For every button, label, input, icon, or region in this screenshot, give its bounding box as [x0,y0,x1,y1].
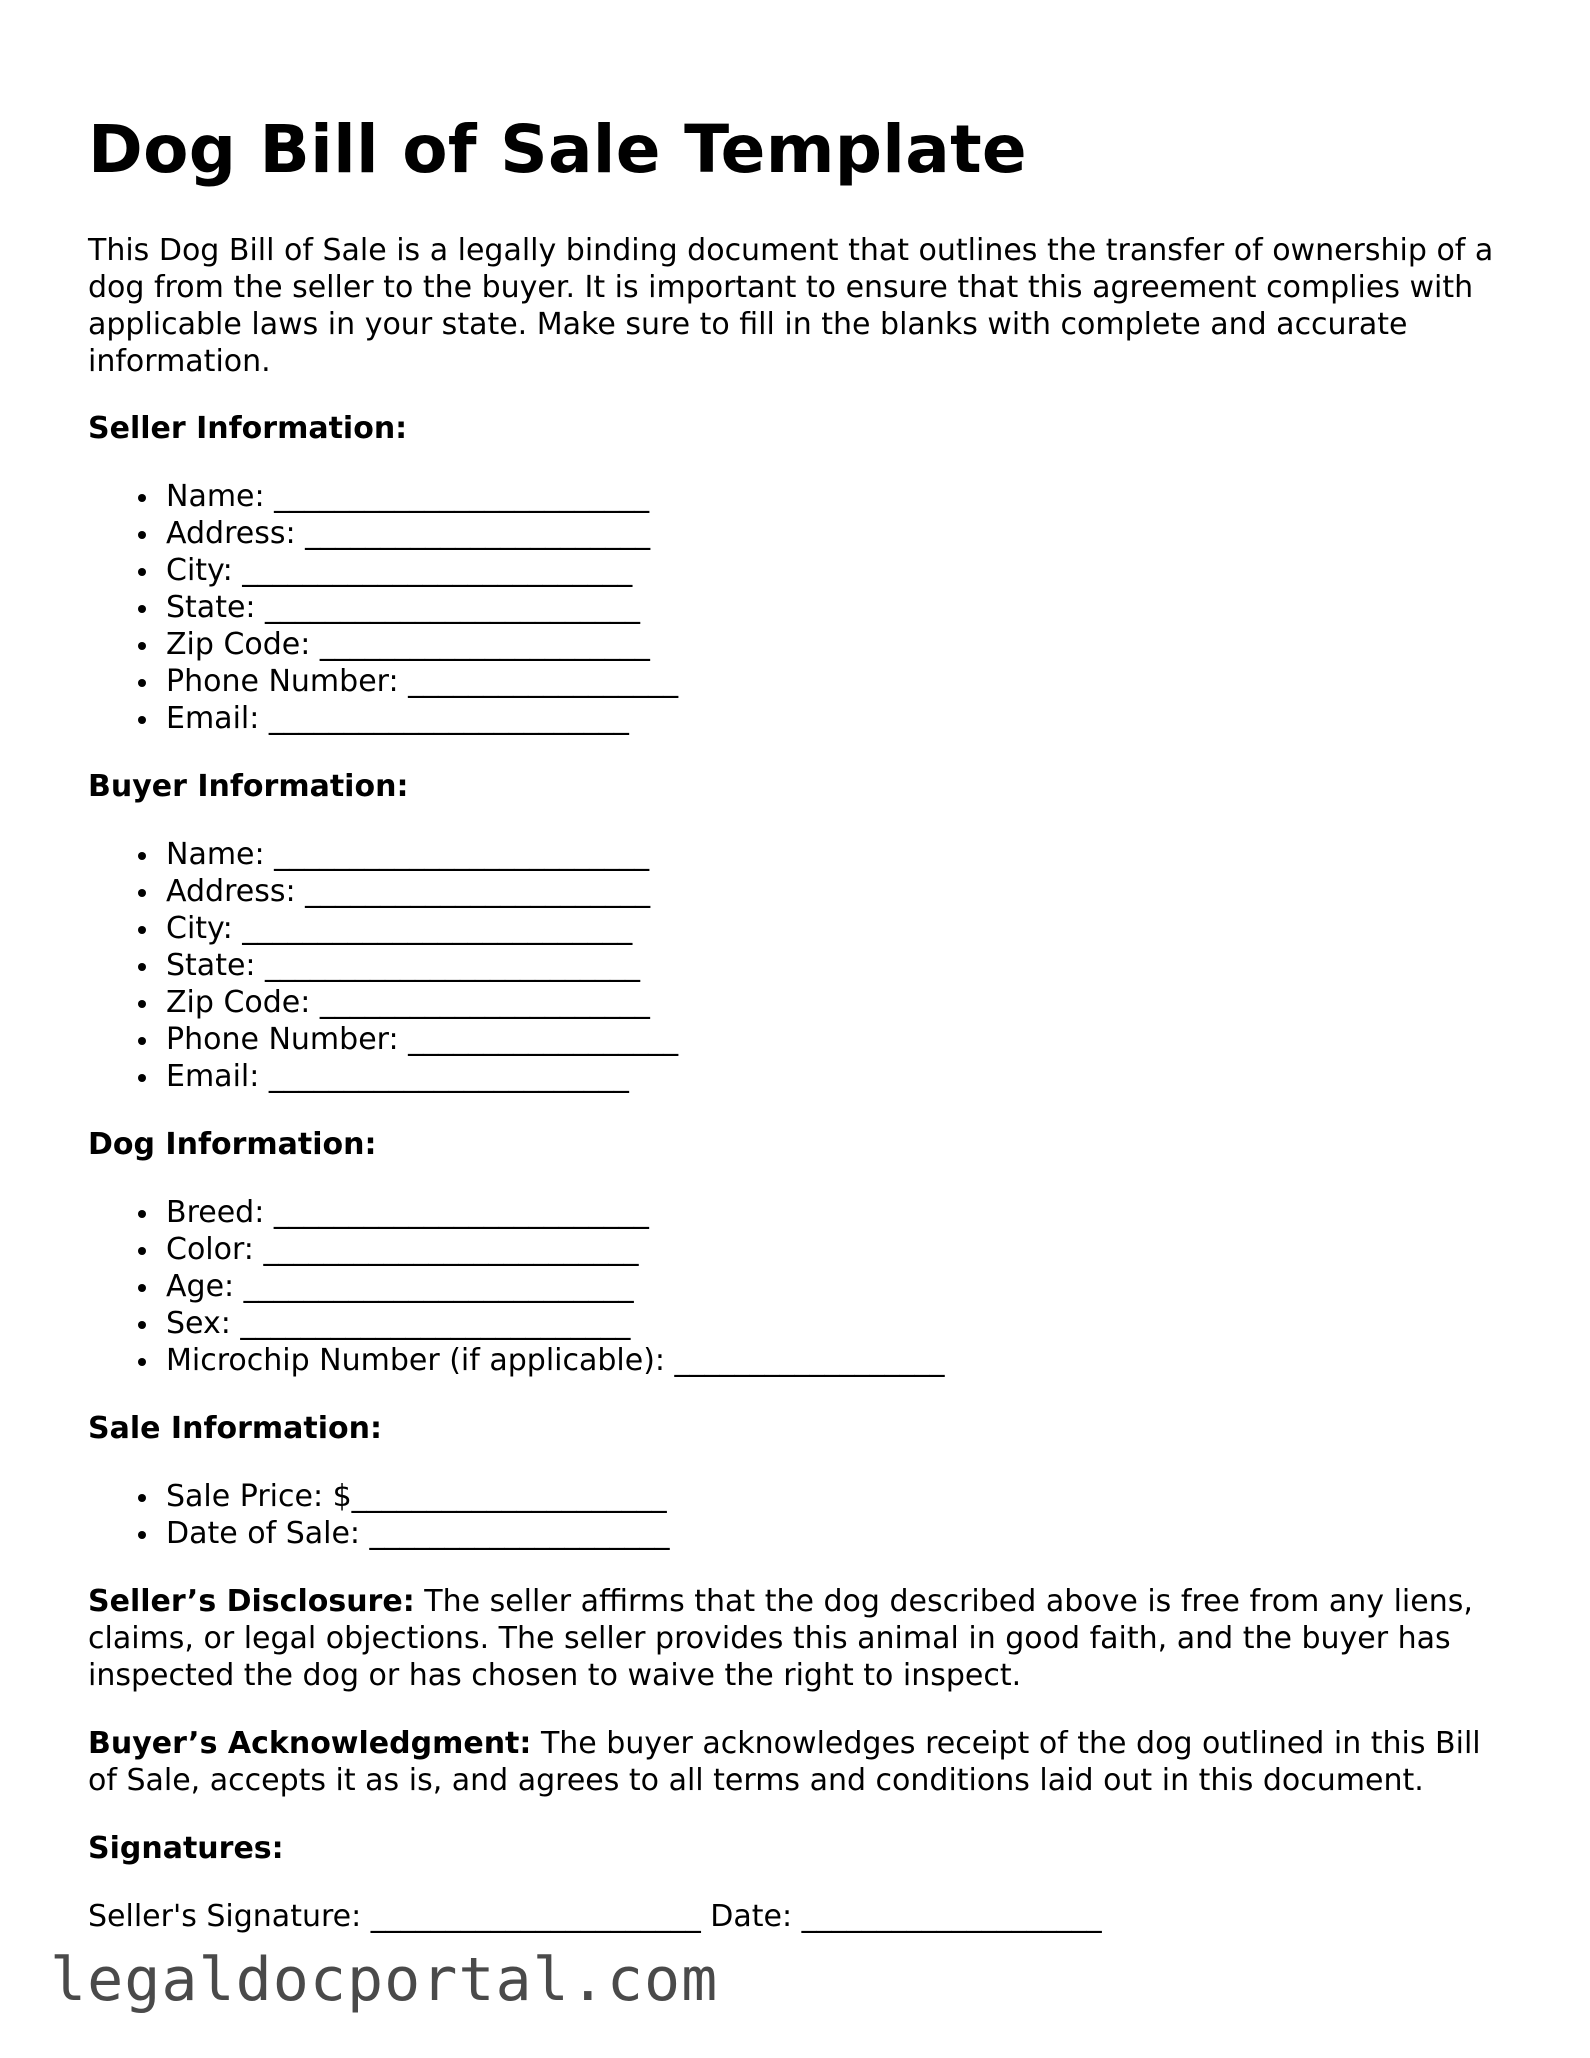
page-title: Dog Bill of Sale Template [88,111,1027,188]
dog-color-field: Color: _________________________ [166,1231,1508,1268]
seller-name-field: Name: _________________________ [166,478,1508,515]
buyer-acknowledgment-text: The buyer acknowledges receipt of the dog outlined in this Bill of Sale, accepts it as is, and agrees to all terms and conditions laid out in this document. [88,1726,1481,1798]
seller-zip-field: Zip Code: ______________________ [166,626,1508,663]
watermark-logo: legaldocportal.com [50,1945,719,2015]
buyer-acknowledgment-label: Buyer’s Acknowledgment: [88,1726,532,1761]
dog-fields-list [88,1194,1508,1379]
buyer-email-field: Email: ________________________ [166,1058,1508,1095]
buyer-phone-field: Phone Number: __________________ [166,1021,1508,1058]
buyer-acknowledgment [88,1725,1508,1799]
sale-date-field: Date of Sale: ____________________ [166,1515,1508,1552]
sale-fields-list [88,1478,1508,1552]
sale-price-field: Sale Price: $_____________________ [166,1478,1508,1515]
dog-breed-field: Breed: _________________________ [166,1194,1508,1231]
buyer-state-field: State: _________________________ [166,947,1508,984]
buyer-heading: Buyer Information: [88,769,409,804]
intro-paragraph: This Dog Bill of Sale is a legally binding document that outlines the transfer of ownership of a dog from the seller to the buyer. It is important to ensure that this agreement complies with applicable laws in your state. Make sure to fill in the blanks with complete and accurate information. [88,233,1494,379]
buyer-address-field: Address: _______________________ [166,873,1508,910]
seller-address-field: Address: _______________________ [166,515,1508,552]
buyer-fields-list [88,836,1508,1095]
buyer-city-field: City: __________________________ [166,910,1508,947]
seller-disclosure-label: Seller’s Disclosure: [88,1584,415,1619]
signatures-heading: Signatures: [88,1831,284,1866]
seller-disclosure [88,1583,1508,1694]
buyer-zip-field: Zip Code: ______________________ [166,984,1508,1021]
seller-state-field: State: _________________________ [166,589,1508,626]
seller-city-field: City: __________________________ [166,552,1508,589]
seller-fields-list [88,478,1508,737]
dog-age-field: Age: __________________________ [166,1268,1508,1305]
seller-phone-field: Phone Number: __________________ [166,663,1508,700]
buyer-name-field: Name: _________________________ [166,836,1508,873]
seller-disclosure-text: The seller affirms that the dog described above is free from any liens, claims, or legal objections. The seller provides this animal in good faith, and the buyer has inspected the dog or has chosen to waive the right to inspect. [88,1584,1473,1693]
seller-signature-line: Seller's Signature: ______________________ Date: ____________________ [88,1899,1102,1934]
dog-heading: Dog Information: [88,1127,377,1162]
seller-email-field: Email: ________________________ [166,700,1508,737]
dog-sex-field: Sex: __________________________ [166,1305,1508,1342]
document-page [88,110,1508,1935]
dog-microchip-field: Microchip Number (if applicable): __________________ [166,1342,1508,1379]
seller-heading: Seller Information: [88,411,408,446]
sale-heading: Sale Information: [88,1411,382,1446]
